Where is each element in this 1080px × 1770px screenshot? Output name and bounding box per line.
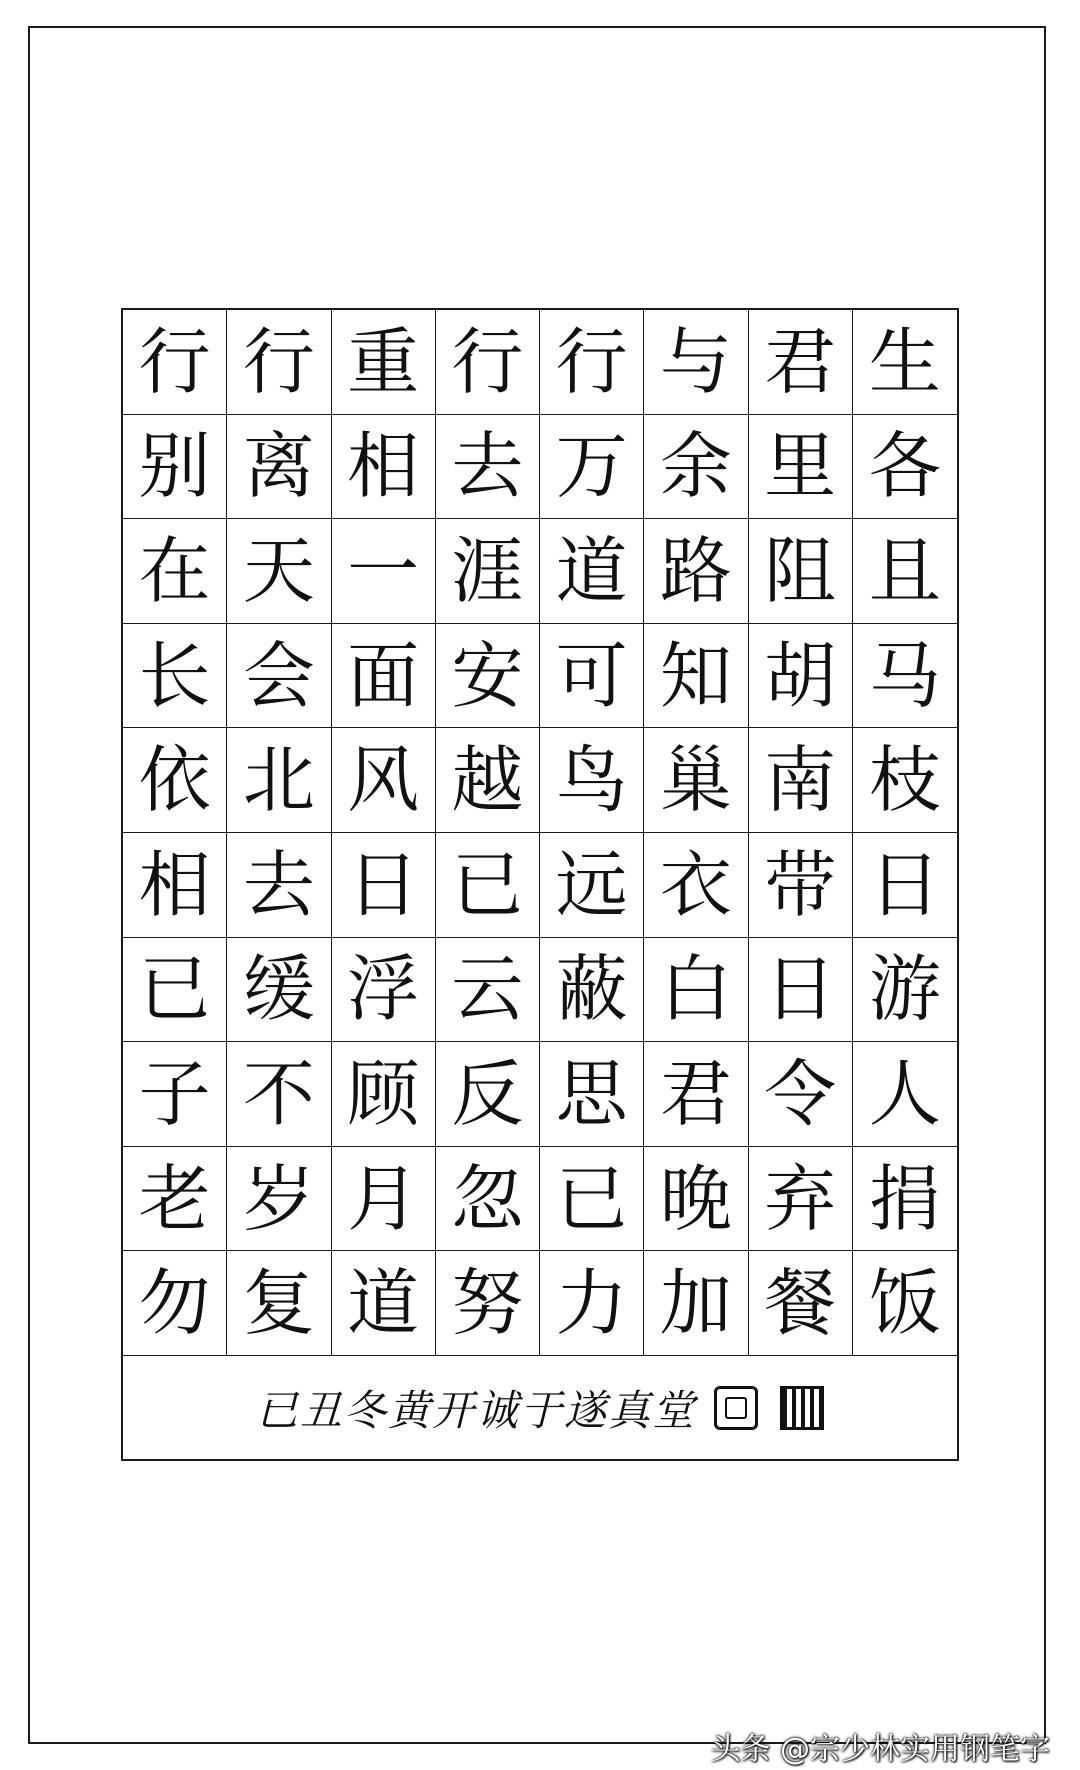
grid-cell: 与 [644, 310, 748, 415]
grid-cell: 君 [749, 310, 853, 415]
grid-cell: 去 [436, 415, 540, 520]
grid-cell: 巢 [644, 728, 748, 833]
grid-cell: 弃 [749, 1147, 853, 1252]
grid-cell: 余 [644, 415, 748, 520]
signature-row [123, 1356, 957, 1459]
grid-cell: 老 [123, 1147, 227, 1252]
grid-cell: 白 [644, 938, 748, 1043]
grid-cell: 远 [540, 833, 644, 938]
grid-cell: 道 [332, 1251, 436, 1356]
watermark: 头条 @宗少林实用钢笔字 [710, 1732, 1050, 1767]
grid-cell: 君 [644, 1042, 748, 1147]
grid-cell: 捐 [853, 1147, 957, 1252]
grid-cell: 晚 [644, 1147, 748, 1252]
grid-cell: 行 [540, 310, 644, 415]
grid-cell: 北 [227, 728, 331, 833]
grid-cell: 浮 [332, 938, 436, 1043]
grid-cell: 知 [644, 624, 748, 729]
grid-cell: 不 [227, 1042, 331, 1147]
grid-cell: 相 [123, 833, 227, 938]
grid-cell: 且 [853, 519, 957, 624]
signature-text: 已丑冬黄开诚于遂真堂 [255, 1385, 696, 1435]
grid-cell: 云 [436, 938, 540, 1043]
grid-cell: 带 [749, 833, 853, 938]
grid-cell: 一 [332, 519, 436, 624]
grid-cell: 在 [123, 519, 227, 624]
seal-round-icon [714, 1386, 758, 1430]
grid-cell: 会 [227, 624, 331, 729]
grid-cell: 顾 [332, 1042, 436, 1147]
grid-cell: 已 [436, 833, 540, 938]
grid-cell: 已 [123, 938, 227, 1043]
grid-cell: 鸟 [540, 728, 644, 833]
grid-cell: 蔽 [540, 938, 644, 1043]
grid-cell: 长 [123, 624, 227, 729]
grid-cell: 饭 [853, 1251, 957, 1356]
grid-cell: 行 [227, 310, 331, 415]
grid-cell: 枝 [853, 728, 957, 833]
grid-cell: 涯 [436, 519, 540, 624]
grid-cell: 别 [123, 415, 227, 520]
grid-cell: 道 [540, 519, 644, 624]
grid-cell: 思 [540, 1042, 644, 1147]
grid-cell: 风 [332, 728, 436, 833]
grid-cell: 日 [853, 833, 957, 938]
grid-cell: 行 [436, 310, 540, 415]
grid-cell: 游 [853, 938, 957, 1043]
grid-cell: 路 [644, 519, 748, 624]
seal-square-icon [780, 1386, 824, 1430]
grid-cell: 子 [123, 1042, 227, 1147]
calligraphy-grid-frame [121, 308, 959, 1461]
grid-cell: 马 [853, 624, 957, 729]
grid-cell: 去 [227, 833, 331, 938]
grid-cell: 安 [436, 624, 540, 729]
grid-cell: 忽 [436, 1147, 540, 1252]
grid-cell: 重 [332, 310, 436, 415]
grid-cell: 日 [749, 938, 853, 1043]
grid-cell: 相 [332, 415, 436, 520]
grid-cell: 岁 [227, 1147, 331, 1252]
grid-cell: 里 [749, 415, 853, 520]
grid-cell: 已 [540, 1147, 644, 1252]
grid-cell: 令 [749, 1042, 853, 1147]
grid-cell: 人 [853, 1042, 957, 1147]
grid-cell: 阻 [749, 519, 853, 624]
grid-cell: 反 [436, 1042, 540, 1147]
character-grid [123, 310, 957, 1356]
grid-cell: 餐 [749, 1251, 853, 1356]
grid-cell: 可 [540, 624, 644, 729]
grid-cell: 日 [332, 833, 436, 938]
grid-cell: 加 [644, 1251, 748, 1356]
grid-cell: 依 [123, 728, 227, 833]
grid-cell: 离 [227, 415, 331, 520]
grid-cell: 力 [540, 1251, 644, 1356]
grid-cell: 努 [436, 1251, 540, 1356]
grid-cell: 行 [123, 310, 227, 415]
grid-cell: 天 [227, 519, 331, 624]
grid-cell: 万 [540, 415, 644, 520]
grid-cell: 复 [227, 1251, 331, 1356]
grid-cell: 缓 [227, 938, 331, 1043]
grid-cell: 面 [332, 624, 436, 729]
grid-cell: 月 [332, 1147, 436, 1252]
grid-cell: 南 [749, 728, 853, 833]
grid-cell: 生 [853, 310, 957, 415]
grid-cell: 衣 [644, 833, 748, 938]
grid-cell: 越 [436, 728, 540, 833]
grid-cell: 胡 [749, 624, 853, 729]
grid-cell: 各 [853, 415, 957, 520]
grid-cell: 勿 [123, 1251, 227, 1356]
